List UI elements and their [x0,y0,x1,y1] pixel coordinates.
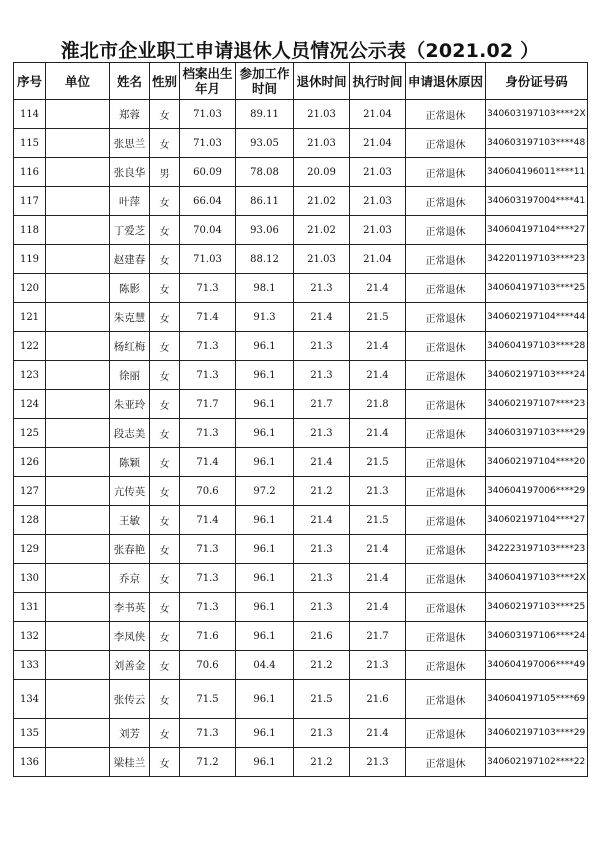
cell-gender: 女 [150,100,180,129]
cell-gender: 女 [150,622,180,651]
cell-birth: 71.3 [180,419,236,448]
cell-no: 117 [14,187,46,216]
cell-reason: 正常退休 [406,622,486,651]
cell-reason: 正常退休 [406,187,486,216]
cell-work-start: 96.1 [236,448,294,477]
cell-work-start: 98.1 [236,274,294,303]
cell-no: 130 [14,564,46,593]
cell-unit [46,680,110,719]
cell-gender: 女 [150,216,180,245]
cell-birth: 70.04 [180,216,236,245]
cell-gender: 女 [150,719,180,748]
cell-unit [46,593,110,622]
cell-no: 131 [14,593,46,622]
cell-no: 116 [14,158,46,187]
cell-name: 李凤侠 [110,622,150,651]
cell-work-start: 96.1 [236,593,294,622]
cell-no: 127 [14,477,46,506]
cell-exec-time: 21.5 [350,303,406,332]
cell-name: 陈影 [110,274,150,303]
cell-birth: 71.3 [180,535,236,564]
table-row [14,506,588,535]
cell-id-number: 340604197006****29 [486,477,588,506]
cell-gender: 女 [150,748,180,777]
cell-retire-time: 21.2 [294,477,350,506]
cell-exec-time: 21.4 [350,719,406,748]
cell-retire-time: 21.3 [294,593,350,622]
cell-unit [46,245,110,274]
cell-birth: 71.7 [180,390,236,419]
table-row [14,680,588,719]
cell-no: 123 [14,361,46,390]
cell-name: 李书英 [110,593,150,622]
cell-gender: 女 [150,187,180,216]
cell-id-number: 340603197103****29 [486,419,588,448]
cell-exec-time: 21.4 [350,274,406,303]
cell-exec-time: 21.03 [350,187,406,216]
cell-gender: 女 [150,390,180,419]
cell-no: 119 [14,245,46,274]
cell-name: 张春艳 [110,535,150,564]
cell-id-number: 340602197104****44 [486,303,588,332]
cell-retire-time: 21.3 [294,419,350,448]
cell-reason: 正常退休 [406,332,486,361]
cell-unit [46,719,110,748]
col-header-no: 序号 [14,63,46,100]
cell-work-start: 96.1 [236,622,294,651]
cell-exec-time: 21.5 [350,448,406,477]
cell-work-start: 91.3 [236,303,294,332]
cell-birth: 71.3 [180,564,236,593]
cell-work-start: 04.4 [236,651,294,680]
table-row [14,477,588,506]
cell-birth: 71.5 [180,680,236,719]
cell-reason: 正常退休 [406,245,486,274]
cell-name: 段志美 [110,419,150,448]
cell-gender: 女 [150,593,180,622]
cell-reason: 正常退休 [406,593,486,622]
cell-birth: 70.6 [180,651,236,680]
table-row [14,593,588,622]
cell-retire-time: 21.03 [294,129,350,158]
cell-unit [46,303,110,332]
cell-birth: 71.4 [180,506,236,535]
cell-gender: 女 [150,535,180,564]
cell-gender: 女 [150,448,180,477]
cell-retire-time: 21.2 [294,748,350,777]
cell-name: 杨红梅 [110,332,150,361]
cell-retire-time: 21.03 [294,100,350,129]
cell-birth: 71.4 [180,303,236,332]
cell-name: 朱亚玲 [110,390,150,419]
cell-reason: 正常退休 [406,303,486,332]
cell-work-start: 96.1 [236,332,294,361]
table-row [14,303,588,332]
cell-work-start: 78.08 [236,158,294,187]
cell-birth: 71.4 [180,448,236,477]
cell-exec-time: 21.6 [350,680,406,719]
cell-unit [46,477,110,506]
cell-name: 乔京 [110,564,150,593]
cell-birth: 70.6 [180,477,236,506]
cell-work-start: 97.2 [236,477,294,506]
cell-work-start: 88.12 [236,245,294,274]
cell-id-number: 342201197103****23 [486,245,588,274]
cell-reason: 正常退休 [406,129,486,158]
cell-unit [46,390,110,419]
table-row [14,100,588,129]
cell-reason: 正常退休 [406,100,486,129]
cell-gender: 女 [150,477,180,506]
cell-reason: 正常退休 [406,448,486,477]
cell-id-number: 340602197102****22 [486,748,588,777]
cell-name: 王敏 [110,506,150,535]
cell-retire-time: 21.3 [294,535,350,564]
cell-work-start: 86.11 [236,187,294,216]
cell-id-number: 340603197106****24 [486,622,588,651]
cell-work-start: 93.05 [236,129,294,158]
cell-exec-time: 21.7 [350,622,406,651]
cell-work-start: 96.1 [236,506,294,535]
col-header-name: 姓名 [110,63,150,100]
cell-no: 124 [14,390,46,419]
cell-id-number: 340604197105****69 [486,680,588,719]
cell-gender: 女 [150,651,180,680]
cell-no: 136 [14,748,46,777]
cell-exec-time: 21.4 [350,361,406,390]
cell-unit [46,129,110,158]
cell-reason: 正常退休 [406,535,486,564]
cell-gender: 男 [150,158,180,187]
cell-exec-time: 21.3 [350,651,406,680]
cell-id-number: 340602197107****23 [486,390,588,419]
cell-id-number: 342223197103****23 [486,535,588,564]
cell-retire-time: 21.02 [294,187,350,216]
cell-gender: 女 [150,129,180,158]
cell-reason: 正常退休 [406,748,486,777]
cell-work-start: 93.06 [236,216,294,245]
cell-id-number: 340602197103****24 [486,361,588,390]
cell-id-number: 340604197006****49 [486,651,588,680]
cell-birth: 71.6 [180,622,236,651]
cell-name: 朱克慧 [110,303,150,332]
col-header-exec-time: 执行时间 [350,63,406,100]
table-row [14,390,588,419]
cell-no: 129 [14,535,46,564]
cell-birth: 66.04 [180,187,236,216]
cell-gender: 女 [150,564,180,593]
cell-birth: 71.03 [180,100,236,129]
table-row [14,332,588,361]
cell-unit [46,651,110,680]
cell-retire-time: 21.2 [294,651,350,680]
table-row [14,129,588,158]
cell-name: 陈颖 [110,448,150,477]
table-row [14,448,588,477]
cell-exec-time: 21.04 [350,100,406,129]
table-row [14,361,588,390]
cell-unit [46,332,110,361]
cell-no: 128 [14,506,46,535]
cell-retire-time: 21.4 [294,448,350,477]
cell-retire-time: 21.3 [294,332,350,361]
cell-no: 133 [14,651,46,680]
cell-exec-time: 21.8 [350,390,406,419]
cell-unit [46,419,110,448]
cell-unit [46,187,110,216]
cell-reason: 正常退休 [406,651,486,680]
cell-unit [46,564,110,593]
table-row [14,187,588,216]
cell-no: 126 [14,448,46,477]
cell-reason: 正常退休 [406,274,486,303]
table-row [14,216,588,245]
cell-work-start: 96.1 [236,719,294,748]
cell-work-start: 96.1 [236,390,294,419]
cell-name: 梁桂兰 [110,748,150,777]
cell-exec-time: 21.4 [350,535,406,564]
col-header-unit: 单位 [46,63,110,100]
cell-unit [46,535,110,564]
cell-birth: 71.3 [180,593,236,622]
cell-name: 亢传英 [110,477,150,506]
cell-reason: 正常退休 [406,680,486,719]
cell-no: 125 [14,419,46,448]
cell-no: 118 [14,216,46,245]
cell-work-start: 96.1 [236,680,294,719]
cell-exec-time: 21.03 [350,216,406,245]
cell-retire-time: 21.02 [294,216,350,245]
cell-reason: 正常退休 [406,564,486,593]
cell-birth: 71.3 [180,719,236,748]
cell-birth: 71.3 [180,332,236,361]
cell-unit [46,361,110,390]
cell-gender: 女 [150,332,180,361]
cell-retire-time: 21.6 [294,622,350,651]
table-row [14,748,588,777]
cell-exec-time: 21.4 [350,419,406,448]
cell-id-number: 340604197103****25 [486,274,588,303]
cell-retire-time: 21.03 [294,245,350,274]
cell-reason: 正常退休 [406,390,486,419]
cell-work-start: 96.1 [236,361,294,390]
cell-reason: 正常退休 [406,719,486,748]
cell-retire-time: 21.3 [294,361,350,390]
col-header-gender: 性别 [150,63,180,100]
cell-unit [46,274,110,303]
cell-name: 郑蓉 [110,100,150,129]
cell-exec-time: 21.04 [350,245,406,274]
cell-unit [46,622,110,651]
cell-exec-time: 21.03 [350,158,406,187]
cell-name: 刘善金 [110,651,150,680]
cell-no: 122 [14,332,46,361]
cell-birth: 71.3 [180,274,236,303]
cell-birth: 60.09 [180,158,236,187]
cell-retire-time: 21.3 [294,274,350,303]
cell-exec-time: 21.3 [350,477,406,506]
cell-no: 132 [14,622,46,651]
cell-birth: 71.03 [180,245,236,274]
cell-birth: 71.2 [180,748,236,777]
cell-gender: 女 [150,361,180,390]
cell-id-number: 340602197104****20 [486,448,588,477]
table-row [14,719,588,748]
cell-work-start: 96.1 [236,535,294,564]
cell-exec-time: 21.4 [350,564,406,593]
cell-reason: 正常退休 [406,419,486,448]
cell-id-number: 340604197103****28 [486,332,588,361]
cell-gender: 女 [150,506,180,535]
cell-name: 徐丽 [110,361,150,390]
cell-work-start: 96.1 [236,748,294,777]
cell-unit [46,448,110,477]
cell-unit [46,506,110,535]
cell-name: 赵建春 [110,245,150,274]
cell-no: 135 [14,719,46,748]
cell-no: 115 [14,129,46,158]
cell-reason: 正常退休 [406,158,486,187]
cell-reason: 正常退休 [406,477,486,506]
cell-id-number: 340602197103****25 [486,593,588,622]
cell-gender: 女 [150,419,180,448]
cell-name: 叶萍 [110,187,150,216]
cell-birth: 71.03 [180,129,236,158]
cell-work-start: 96.1 [236,564,294,593]
table-row [14,274,588,303]
col-header-id-number: 身份证号码 [486,63,588,100]
cell-id-number: 340604197103****2X [486,564,588,593]
cell-id-number: 340603197103****2X [486,100,588,129]
cell-retire-time: 21.4 [294,506,350,535]
cell-id-number: 340602197103****29 [486,719,588,748]
cell-name: 刘芳 [110,719,150,748]
table-row [14,535,588,564]
cell-retire-time: 21.3 [294,564,350,593]
retirement-table [13,62,588,777]
cell-no: 114 [14,100,46,129]
cell-no: 134 [14,680,46,719]
cell-work-start: 89.11 [236,100,294,129]
cell-name: 张传云 [110,680,150,719]
cell-reason: 正常退休 [406,216,486,245]
cell-retire-time: 20.09 [294,158,350,187]
table-row [14,158,588,187]
cell-exec-time: 21.4 [350,332,406,361]
cell-retire-time: 21.7 [294,390,350,419]
col-header-birth: 档案出生年月 [180,63,236,100]
page-title: 淮北市企业职工申请退休人员情况公示表（2021.02 ） [60,40,540,62]
cell-exec-time: 21.04 [350,129,406,158]
col-header-work-start: 参加工作时间 [236,63,294,100]
cell-gender: 女 [150,245,180,274]
cell-name: 张思兰 [110,129,150,158]
header-row [14,63,588,100]
cell-id-number: 340604197104****27 [486,216,588,245]
table-row [14,245,588,274]
cell-unit [46,748,110,777]
col-header-reason: 申请退休原因 [406,63,486,100]
table-row [14,419,588,448]
col-header-retire-time: 退休时间 [294,63,350,100]
cell-id-number: 340603197103****48 [486,129,588,158]
cell-id-number: 340603197004****41 [486,187,588,216]
cell-id-number: 340602197104****27 [486,506,588,535]
cell-reason: 正常退休 [406,506,486,535]
table-row [14,564,588,593]
cell-name: 丁爱芝 [110,216,150,245]
table-row [14,651,588,680]
cell-unit [46,158,110,187]
cell-name: 张良华 [110,158,150,187]
cell-exec-time: 21.5 [350,506,406,535]
cell-no: 120 [14,274,46,303]
cell-gender: 女 [150,274,180,303]
cell-exec-time: 21.4 [350,593,406,622]
table-row [14,622,588,651]
cell-reason: 正常退休 [406,361,486,390]
cell-retire-time: 21.3 [294,719,350,748]
cell-work-start: 96.1 [236,419,294,448]
cell-unit [46,100,110,129]
cell-unit [46,216,110,245]
cell-gender: 女 [150,303,180,332]
cell-id-number: 340604196011****11 [486,158,588,187]
cell-no: 121 [14,303,46,332]
cell-birth: 71.3 [180,361,236,390]
cell-exec-time: 21.3 [350,748,406,777]
cell-retire-time: 21.4 [294,303,350,332]
cell-retire-time: 21.5 [294,680,350,719]
cell-gender: 女 [150,680,180,719]
